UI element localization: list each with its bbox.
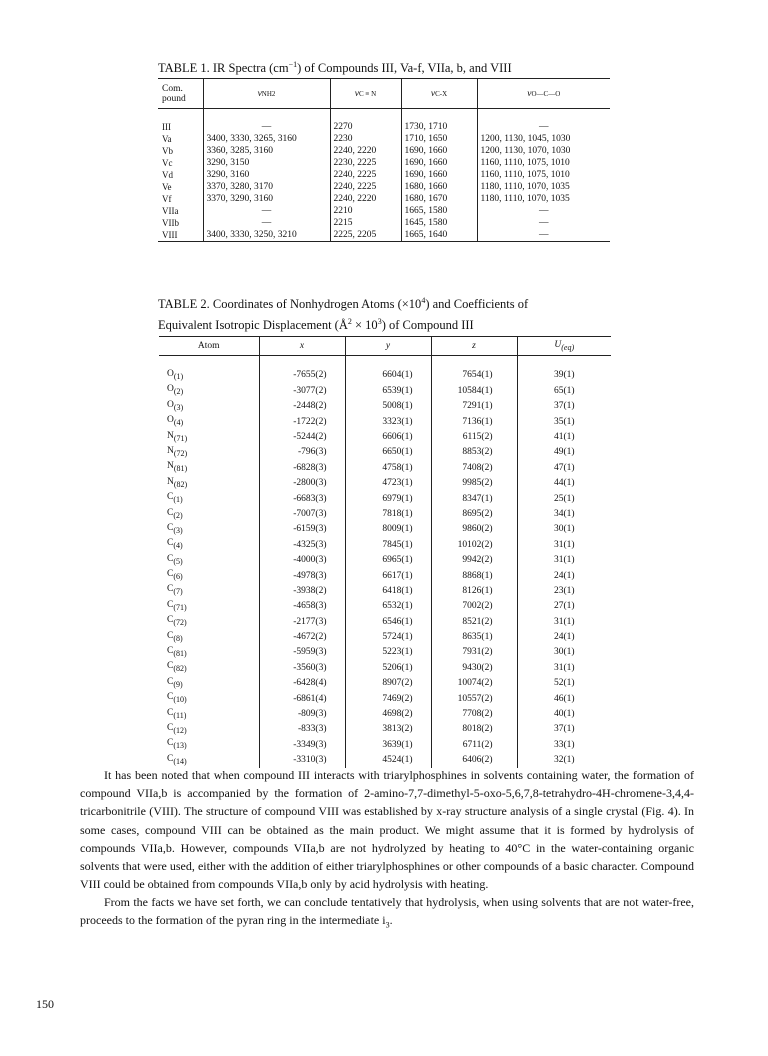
table2-cell-y: 4698(2) — [345, 707, 431, 722]
table2-row — [159, 583, 611, 598]
table2-cell-z: 7708(2) — [431, 707, 517, 722]
table1-cell-nh2: 3290, 3160 — [203, 169, 330, 181]
table2-cell-z: 7931(2) — [431, 645, 517, 660]
table2-cell-atom — [159, 537, 259, 552]
table1-cell-nh2: 3400, 3330, 3265, 3160 — [203, 133, 330, 145]
table1-cell-compound: Vd — [162, 170, 173, 180]
table2-cell-atom — [159, 553, 259, 568]
table2-cell-z: 10584(1) — [431, 383, 517, 398]
table2-cell-y: 8907(2) — [345, 676, 431, 691]
table2-cell-x: -809(3) — [259, 707, 345, 722]
table1-cell-cx: 1690, 1660 — [401, 157, 477, 169]
table2-cell-u: 44(1) — [517, 476, 611, 491]
table2-header-y: y — [345, 337, 431, 356]
table2-cell-x: -3310(3) — [259, 753, 345, 768]
table1 — [158, 78, 610, 242]
table2-cell-z: 6406(2) — [431, 753, 517, 768]
table1-header-coc: νO—C—O — [477, 79, 610, 109]
table1-row — [158, 145, 610, 157]
atom-index: (13) — [173, 741, 187, 751]
table2-cell-y: 8009(1) — [345, 522, 431, 537]
table2-row — [159, 568, 611, 583]
table2-cell-y: 6965(1) — [345, 553, 431, 568]
atom-index: (1) — [173, 371, 184, 381]
table2-cell-u: 65(1) — [517, 383, 611, 398]
table2-cell-y: 3639(1) — [345, 737, 431, 752]
table2-cell-y: 6604(1) — [345, 356, 431, 384]
table2-row — [159, 491, 611, 506]
atom-index: (71) — [173, 602, 187, 612]
table1-header-cn: νC ≡ N — [330, 79, 401, 109]
atom-index: (5) — [173, 556, 183, 566]
table2-cell-atom — [159, 614, 259, 629]
table1-cell-cx: 1680, 1660 — [401, 181, 477, 193]
table1-row — [158, 193, 610, 205]
table2-cell-u: 31(1) — [517, 660, 611, 675]
table1-cell-coc: — — [477, 109, 610, 134]
table2-cell-u: 31(1) — [517, 537, 611, 552]
table1-cell-coc: — — [477, 229, 610, 242]
table1-cell-cn: 2270 — [330, 109, 401, 134]
table2-cell-y: 6418(1) — [345, 583, 431, 598]
table2-cell-atom — [159, 507, 259, 522]
atom-index: (9) — [173, 679, 183, 689]
atom-element: C — [167, 553, 174, 564]
table2-cell-u: 49(1) — [517, 445, 611, 460]
table2-cell-u: 52(1) — [517, 676, 611, 691]
table2-cell-atom — [159, 583, 259, 598]
table2-cell-y: 4723(1) — [345, 476, 431, 491]
atom-element: N — [167, 430, 174, 441]
table2-cell-y: 4524(1) — [345, 753, 431, 768]
table2-cell-x: -5244(2) — [259, 430, 345, 445]
table2-cell-x: -2177(3) — [259, 614, 345, 629]
table2-cell-u: 39(1) — [517, 356, 611, 384]
atom-index: (12) — [173, 725, 187, 735]
atom-index: (81) — [173, 464, 188, 474]
table2-row — [159, 553, 611, 568]
table1-cell-coc: — — [477, 217, 610, 229]
table2-cell-u: 46(1) — [517, 691, 611, 706]
table2-cell-x: -2448(2) — [259, 399, 345, 414]
table2-cell-x: -4658(3) — [259, 599, 345, 614]
table1-cell-cn: 2240, 2220 — [330, 193, 401, 205]
table2-cell-z: 9985(2) — [431, 476, 517, 491]
table2-cell-u: 25(1) — [517, 491, 611, 506]
atom-element: C — [167, 707, 174, 718]
table2-cell-y: 5206(1) — [345, 660, 431, 675]
table2-row — [159, 476, 611, 491]
table2-cell-x: -5959(3) — [259, 645, 345, 660]
table2-row — [159, 614, 611, 629]
table1-cell-cn: 2210 — [330, 205, 401, 217]
table2-cell-y: 5724(1) — [345, 630, 431, 645]
atom-index: (3) — [173, 525, 183, 535]
atom-index: (11) — [173, 710, 187, 720]
atom-index: (71) — [173, 433, 188, 443]
table1-cell-cn: 2215 — [330, 217, 401, 229]
table2-header-z: z — [431, 337, 517, 356]
atom-element: C — [167, 522, 174, 533]
table2-row — [159, 414, 611, 429]
table2-cell-z: 10074(2) — [431, 676, 517, 691]
atom-element: C — [167, 538, 174, 549]
table2-row — [159, 660, 611, 675]
table2-cell-z: 8868(1) — [431, 568, 517, 583]
table2-cell-y: 6606(1) — [345, 430, 431, 445]
table2-cell-y: 6979(1) — [345, 491, 431, 506]
table2-cell-z: 10557(2) — [431, 691, 517, 706]
table2-cell-z: 10102(2) — [431, 537, 517, 552]
atom-element: N — [167, 445, 174, 456]
table1-row — [158, 133, 610, 145]
table1-cell-compound: VIIb — [162, 218, 179, 228]
table2-cell-u: 37(1) — [517, 722, 611, 737]
atom-element: C — [167, 507, 174, 518]
table2-row — [159, 676, 611, 691]
atom-element: C — [167, 584, 174, 595]
table1-cell-compound: III — [162, 122, 171, 132]
table2-cell-z: 8521(2) — [431, 614, 517, 629]
atom-index: (14) — [173, 756, 187, 766]
table2-cell-atom — [159, 599, 259, 614]
table1-row — [158, 169, 610, 181]
table2-cell-x: -6828(3) — [259, 460, 345, 475]
table2-cell-atom — [159, 522, 259, 537]
atom-element: O — [167, 415, 174, 426]
table2-cell-y: 6650(1) — [345, 445, 431, 460]
table1-cell-coc: 1180, 1110, 1070, 1035 — [477, 181, 610, 193]
table1-cell-nh2: — — [203, 109, 330, 134]
atom-index: (72) — [173, 618, 187, 628]
table2-cell-x: -4000(3) — [259, 553, 345, 568]
table1-cell-coc: 1160, 1110, 1075, 1010 — [477, 157, 610, 169]
table2-cell-u: 35(1) — [517, 414, 611, 429]
atom-element: C — [167, 722, 174, 733]
table2-header-x: x — [259, 337, 345, 356]
table2-cell-u: 37(1) — [517, 399, 611, 414]
atom-element: C — [167, 661, 174, 672]
table2-row — [159, 356, 611, 384]
table2-cell-z: 9860(2) — [431, 522, 517, 537]
atom-index: (4) — [173, 541, 183, 551]
table2-cell-u: 27(1) — [517, 599, 611, 614]
table2-cell-x: -6428(4) — [259, 676, 345, 691]
table2-cell-x: -2800(3) — [259, 476, 345, 491]
table2-cell-u: 31(1) — [517, 553, 611, 568]
table2-cell-z: 8853(2) — [431, 445, 517, 460]
table1-cell-nh2: 3360, 3285, 3160 — [203, 145, 330, 157]
table2-cell-y: 3323(1) — [345, 414, 431, 429]
table2-cell-u: 33(1) — [517, 737, 611, 752]
table2-row — [159, 430, 611, 445]
table2-row — [159, 737, 611, 752]
table2-cell-x: -3560(3) — [259, 660, 345, 675]
table1-cell-nh2: — — [203, 205, 330, 217]
table1-row — [158, 229, 610, 242]
table1-row — [158, 157, 610, 169]
table2-cell-z: 7291(1) — [431, 399, 517, 414]
table2-cell-z: 8635(1) — [431, 630, 517, 645]
table1-cell-cn: 2230, 2225 — [330, 157, 401, 169]
table2-cell-z: 8347(1) — [431, 491, 517, 506]
table2-cell-y: 7469(2) — [345, 691, 431, 706]
table1-cell-compound: Vf — [162, 194, 172, 204]
body-paragraph-2: From the facts we have set forth, we can conclude tentatively that hydrolysis, when using solvents that are not water-free, proceeds to the formation of the pyran ring in the intermediate $i_3$. — [80, 895, 694, 930]
table2-cell-x: -3349(3) — [259, 737, 345, 752]
table2-cell-atom — [159, 568, 259, 583]
table2-cell-z: 8018(2) — [431, 722, 517, 737]
table2-cell-y: 5223(1) — [345, 645, 431, 660]
table1-cell-cn: 2230 — [330, 133, 401, 145]
atom-index: (2) — [173, 510, 183, 520]
table2-cell-atom — [159, 660, 259, 675]
table2-cell-x: -6159(3) — [259, 522, 345, 537]
table2-cell-atom — [159, 430, 259, 445]
table2-row — [159, 722, 611, 737]
table2-row — [159, 599, 611, 614]
atom-index: (8) — [173, 633, 183, 643]
table2-cell-z: 6115(2) — [431, 430, 517, 445]
table2-cell-atom — [159, 491, 259, 506]
table1-cell-cx: 1690, 1660 — [401, 145, 477, 157]
table1-cell-coc: 1180, 1110, 1070, 1035 — [477, 193, 610, 205]
atom-element: O — [167, 399, 174, 410]
table1-cell-compound: Vc — [162, 158, 173, 168]
table2-cell-z: 7136(1) — [431, 414, 517, 429]
table2-cell-x: -7007(3) — [259, 507, 345, 522]
table2-row — [159, 383, 611, 398]
table2-cell-atom — [159, 630, 259, 645]
table2-row — [159, 537, 611, 552]
table2-cell-y: 6539(1) — [345, 383, 431, 398]
atom-element: O — [167, 384, 174, 395]
atom-element: C — [167, 630, 174, 641]
table2-row — [159, 445, 611, 460]
table2-cell-atom — [159, 460, 259, 475]
table2-row — [159, 460, 611, 475]
table2-cell-atom — [159, 383, 259, 398]
table2-cell-atom — [159, 445, 259, 460]
atom-index: (2) — [173, 387, 184, 397]
table1-cell-cn: 2240, 2225 — [330, 181, 401, 193]
table2-row — [159, 522, 611, 537]
table2-cell-y: 6617(1) — [345, 568, 431, 583]
table2-cell-y: 7818(1) — [345, 507, 431, 522]
atom-element: C — [167, 676, 174, 687]
table2-cell-x: -4672(2) — [259, 630, 345, 645]
table2-header-u: $U_{(eq)}$ — [517, 337, 611, 356]
table2-cell-atom — [159, 722, 259, 737]
table2-cell-z: 6711(2) — [431, 737, 517, 752]
table2-header-row — [159, 337, 611, 356]
table2-cell-atom — [159, 414, 259, 429]
table2-cell-x: -796(3) — [259, 445, 345, 460]
table2-cell-atom — [159, 676, 259, 691]
atom-element: C — [167, 692, 174, 703]
table1-cell-coc: 1200, 1130, 1045, 1030 — [477, 133, 610, 145]
table1-cell-cx: 1645, 1580 — [401, 217, 477, 229]
atom-element: C — [167, 753, 174, 764]
table1-cell-compound: VIII — [162, 230, 178, 240]
table1-cell-nh2: — — [203, 217, 330, 229]
atom-element: O — [167, 369, 174, 379]
table2-cell-u: 41(1) — [517, 430, 611, 445]
atom-index: (7) — [173, 587, 183, 597]
table2-cell-atom — [159, 737, 259, 752]
atom-index: (1) — [173, 495, 183, 505]
table2-cell-z: 8695(2) — [431, 507, 517, 522]
table2-cell-u: 47(1) — [517, 460, 611, 475]
table2-cell-x: -1722(2) — [259, 414, 345, 429]
table2-cell-u: 24(1) — [517, 630, 611, 645]
table1-row — [158, 205, 610, 217]
table2-cell-z: 7002(2) — [431, 599, 517, 614]
table1-cell-cn: 2240, 2220 — [330, 145, 401, 157]
table2-cell-y: 6546(1) — [345, 614, 431, 629]
table2-cell-z: 7654(1) — [431, 356, 517, 384]
table2-cell-atom — [159, 691, 259, 706]
body-paragraph-1: It has been noted that when compound III interacts with triarylphosphines in solvents containing water, the formation of compound VIIa,b is accompanied by the formation of 2-amino-7,7-dimethyl-5-oxo-5,6,7,8-tetrahydro-4H-chromene-3,4,4-tricarbonitrile (VIII). The structure of compound VIII was established by x-ray structure analysis of a single crystal (Fig. 4). In some cases, compound VIII can be obtained as the main product. We might assume that it is formed by hydrolysis of compounds VIIa,b. However, compounds VIIa,b are not hydrolyzed by heating to 40°C in the water-containing organic solvents that were used, either with the addition of either triarylphosphines or other compounds of a basic character. Compound VIII could be obtained from compounds VIIa,b only by acid hydrolysis with heating. — [80, 768, 694, 892]
atom-index: (6) — [173, 571, 183, 581]
table2-cell-atom — [159, 356, 259, 384]
table2-row — [159, 645, 611, 660]
table2-cell-z: 7408(2) — [431, 460, 517, 475]
table1-header-cx: νC-X — [401, 79, 477, 109]
table2-cell-u: 30(1) — [517, 645, 611, 660]
table2-cell-x: -7655(2) — [259, 356, 345, 384]
table2-row — [159, 507, 611, 522]
table2-cell-atom — [159, 399, 259, 414]
table1-cell-nh2: 3370, 3280, 3170 — [203, 181, 330, 193]
atom-index: (3) — [173, 402, 184, 412]
table2-cell-y: 6532(1) — [345, 599, 431, 614]
table2-cell-atom — [159, 707, 259, 722]
table2-row — [159, 707, 611, 722]
table2-cell-u: 30(1) — [517, 522, 611, 537]
table2-cell-atom — [159, 645, 259, 660]
table2 — [159, 336, 611, 768]
table2-cell-x: -3077(2) — [259, 383, 345, 398]
atom-index: (4) — [173, 418, 184, 428]
table2-cell-y: 5008(1) — [345, 399, 431, 414]
table1-cell-cn: 2240, 2225 — [330, 169, 401, 181]
table1-cell-coc: 1160, 1110, 1075, 1010 — [477, 169, 610, 181]
table1-caption: TABLE 1. IR Spectra $(cm^{-1})$ of Compounds III, Va-f, VIIa, b, and VIII — [158, 60, 512, 76]
atom-index: (82) — [173, 479, 188, 489]
table1-cell-cx: 1710, 1650 — [401, 133, 477, 145]
table1-header-compound: Com. pound — [158, 79, 203, 109]
table1-cell-cx: 1690, 1660 — [401, 169, 477, 181]
table1-cell-cn: 2225, 2205 — [330, 229, 401, 242]
table2-cell-x: -4978(3) — [259, 568, 345, 583]
table2-cell-z: 9430(2) — [431, 660, 517, 675]
table2-cell-u: 31(1) — [517, 614, 611, 629]
table2-cell-y: 7845(1) — [345, 537, 431, 552]
table1-header-row — [158, 79, 610, 109]
atom-index: (72) — [173, 448, 188, 458]
table1-cell-cx: 1665, 1580 — [401, 205, 477, 217]
table2-cell-atom — [159, 476, 259, 491]
atom-index: (10) — [173, 695, 187, 705]
table2-cell-x: -833(3) — [259, 722, 345, 737]
table1-cell-nh2: 3370, 3290, 3160 — [203, 193, 330, 205]
table2-cell-u: 40(1) — [517, 707, 611, 722]
table1-cell-compound: Ve — [162, 182, 172, 192]
table2-cell-x: -3938(2) — [259, 583, 345, 598]
atom-element: C — [167, 492, 174, 503]
table2-cell-z: 9942(2) — [431, 553, 517, 568]
table2-header-atom: Atom — [159, 337, 259, 356]
atom-element: C — [167, 646, 174, 657]
table2-row — [159, 691, 611, 706]
table1-cell-nh2: 3400, 3330, 3250, 3210 — [203, 229, 330, 242]
atom-element: N — [167, 476, 174, 487]
table2-cell-u: 23(1) — [517, 583, 611, 598]
atom-element: C — [167, 599, 174, 610]
table1-cell-nh2: 3290, 3150 — [203, 157, 330, 169]
table2-cell-y: 4758(1) — [345, 460, 431, 475]
table1-cell-compound: Vb — [162, 146, 173, 156]
atom-element: C — [167, 738, 174, 749]
table1-cell-compound: Va — [162, 134, 172, 144]
atom-element: C — [167, 569, 174, 580]
table1-cell-compound: VIIa — [162, 206, 179, 216]
atom-element: N — [167, 461, 174, 472]
table1-row — [158, 181, 610, 193]
table2-row — [159, 399, 611, 414]
table1-cell-coc: — — [477, 205, 610, 217]
table2-cell-y: 3813(2) — [345, 722, 431, 737]
table1-cell-cx: 1680, 1670 — [401, 193, 477, 205]
table2-row — [159, 630, 611, 645]
table2-cell-u: 32(1) — [517, 753, 611, 768]
atom-index: (82) — [173, 664, 187, 674]
table2-cell-x: -6861(4) — [259, 691, 345, 706]
table1-cell-coc: 1200, 1130, 1070, 1030 — [477, 145, 610, 157]
page-number: 150 — [36, 997, 54, 1011]
table1-row — [158, 109, 610, 134]
table2-caption: TABLE 2. Coordinates of Nonhydrogen Atoms $(\times 10^4)$ and Coefficients of Equivalent Isotropic Displacement $(Å^2 \times 10^3)$ of Compound III — [158, 296, 529, 333]
table2-cell-z: 8126(1) — [431, 583, 517, 598]
table1-cell-cx: 1730, 1710 — [401, 109, 477, 134]
table1-cell-cx: 1665, 1640 — [401, 229, 477, 242]
atom-index: (81) — [173, 648, 187, 658]
table2-cell-x: -6683(3) — [259, 491, 345, 506]
table2-cell-x: -4325(3) — [259, 537, 345, 552]
atom-element: C — [167, 615, 174, 626]
table2-cell-u: 24(1) — [517, 568, 611, 583]
table1-row — [158, 217, 610, 229]
table1-header-nh2: νNH2 — [203, 79, 330, 109]
table2-cell-u: 34(1) — [517, 507, 611, 522]
